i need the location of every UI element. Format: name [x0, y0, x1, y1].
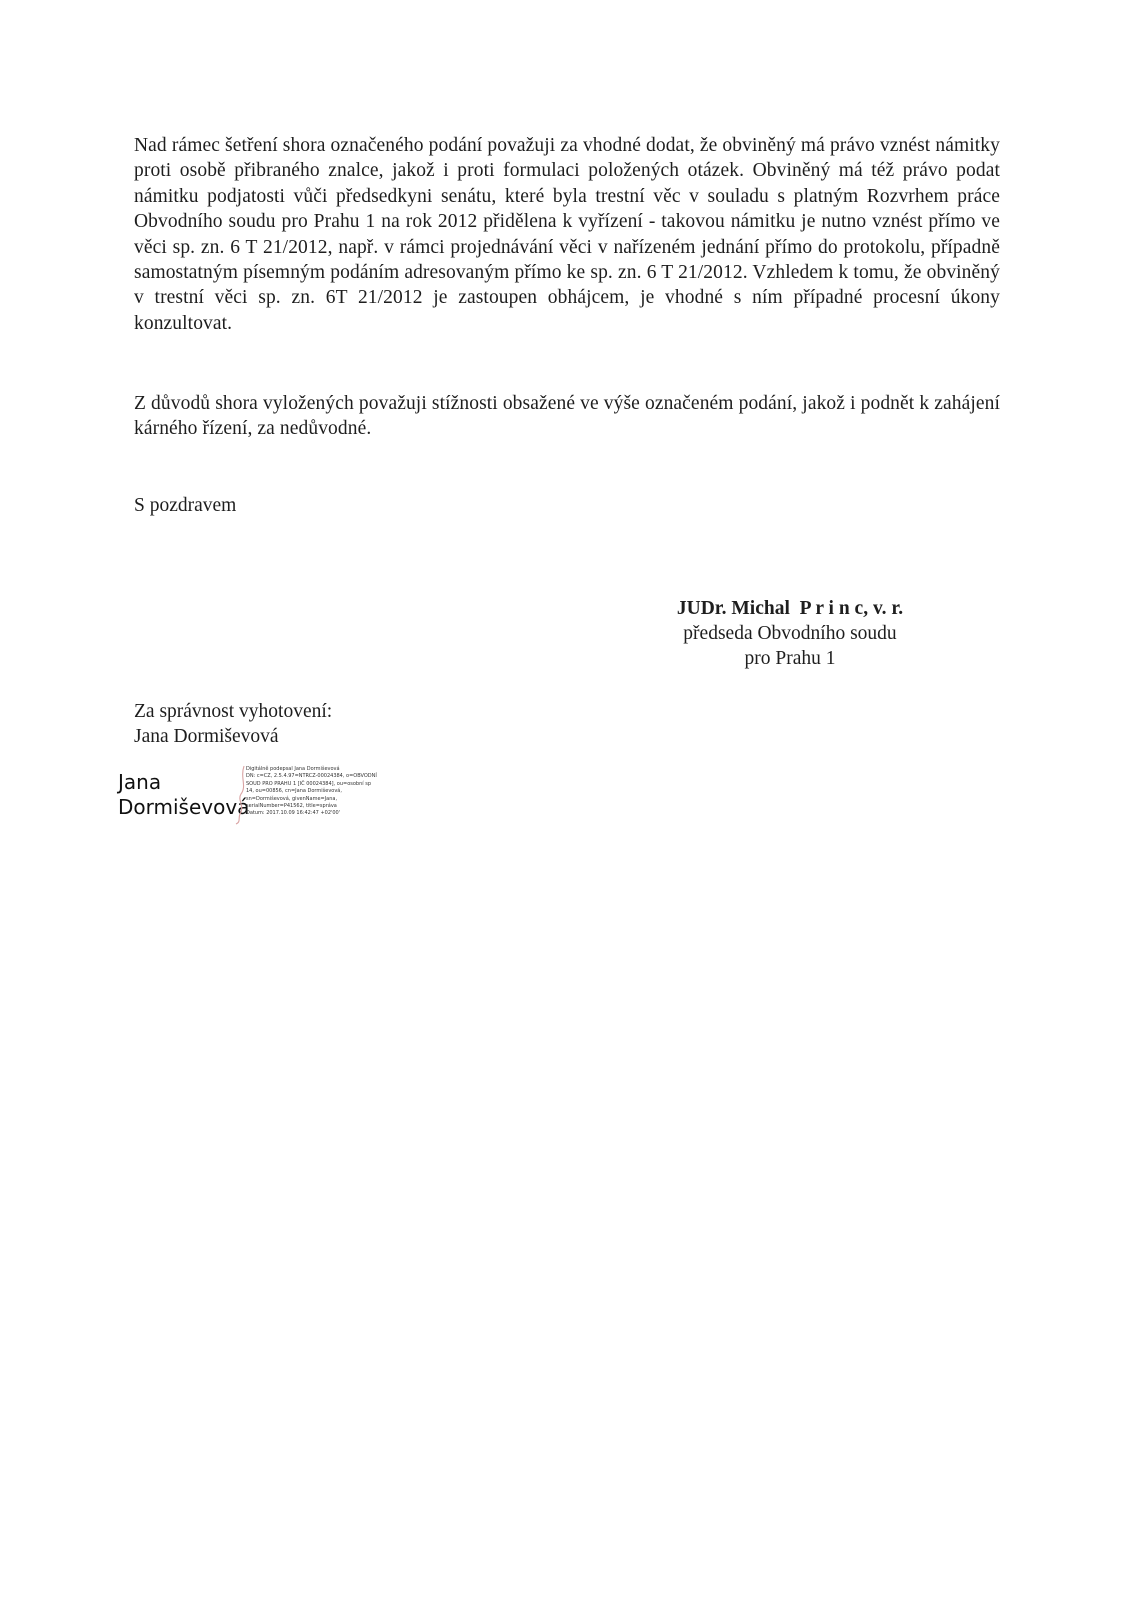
- certification-block: [134, 699, 332, 749]
- digital-signature-last-name: Dormiševová: [118, 795, 250, 819]
- signature-detail-line: Datum: 2017.10.09 16:42:47 +02'00': [246, 810, 341, 817]
- signature-detail-line: DN: c=CZ, 2.5.4.97=NTRCZ-00024384, o=OBVODNÍ: [246, 773, 377, 780]
- closing-greeting: S pozdravem: [134, 495, 237, 516]
- signatory-block: [640, 596, 940, 671]
- signatory-title: předseda Obvodního soudu: [683, 623, 897, 644]
- signature-detail-line: sn=Dormiševová, givenName=Jana,: [246, 795, 338, 802]
- signature-detail-line: 14, ou=00856, cn=Jana Dormiševová,: [246, 788, 342, 795]
- certification-name: Jana Dormiševová: [134, 726, 279, 747]
- digital-signature-first-name: Jana: [118, 770, 162, 794]
- body-paragraph-2: Z důvodů shora vyložených považuji stížnosti obsažené ve výše označeném podání, jakož i podnět k zahájení kárného řízení, za nedůvodné.: [134, 393, 1000, 440]
- digital-signature-details: [246, 766, 381, 818]
- signatory-court: pro Prahu 1: [744, 648, 836, 669]
- certification-label: Za správnost vyhotovení:: [134, 701, 333, 722]
- body-paragraph-1: Nad rámec šetření shora označeného podání považuji za vhodné dodat, že obviněný má právo vznést námitky proti osobě přibraného znalce, jakož i proti formulaci položených otázek. Obviněný má též právo podat námitku podjatosti vůči předsedkyni senátu, které byla trestní věc v souladu s platným Rozvrhem práce Obvodního soudu pro Prahu 1 na rok 2012 přidělena k vyřízení - takovou námitku je nutno vznést přímo ve věci sp. zn. 6 T 21/2012, např. v rámci projednávání věci v nařízeném jednání přímo do protokolu, případně samostatným písemným podáním adresovaným přímo ke sp. zn. 6 T 21/2012. Vzhledem k tomu, že obviněný v trestní věci sp. zn. 6T 21/2012 je zastoupen obhájcem, je vhodné s ním případné procesní úkony konzultovat.: [134, 135, 1000, 334]
- signature-detail-line: Digitálně podepsal Jana Dormiševová: [246, 766, 340, 772]
- digital-signature-name: [118, 770, 249, 820]
- digital-signature: [118, 766, 378, 830]
- signatory-name: JUDr. Michal P r i n c, v. r.: [676, 598, 904, 619]
- signature-detail-line: SOUD PRO PRAHU 1 [IČ 00024384], ou=osobní sp: [246, 780, 372, 787]
- signature-detail-line: serialNumber=P41562, title=správa: [246, 803, 337, 810]
